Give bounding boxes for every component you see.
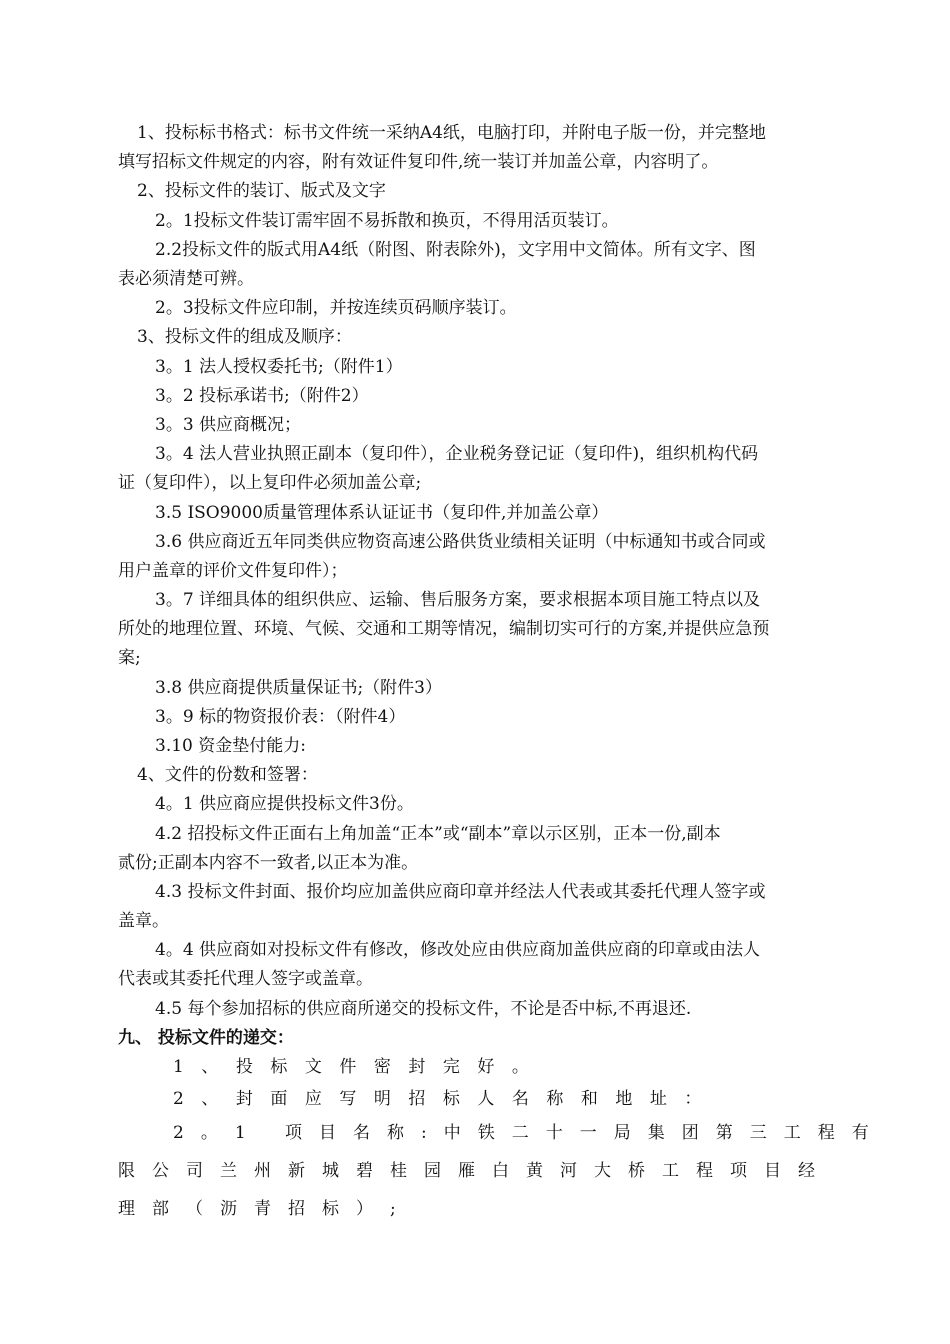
paragraph-line: 2。3投标文件应印制，并按连续页码顺序装订。 — [155, 298, 517, 318]
paragraph-line: 1、投标标书格式：标书文件统一采纳A4纸，电脑打印，并附电子版一份，并完整地 — [137, 123, 766, 143]
paragraph-line: 3。1 法人授权委托书;（附件1） — [155, 357, 403, 377]
paragraph-line: 案; — [118, 648, 141, 668]
paragraph-line: 4.5 每个参加招标的供应商所递交的投标文件，不论是否中标,不再退还. — [155, 999, 692, 1019]
paragraph-line: 所处的地理位置、环境、气候、交通和工期等情况，编制切实可行的方案,并提供应急预 — [118, 619, 770, 639]
paragraph-line: 3.10 资金垫付能力: — [155, 736, 306, 756]
paragraph-line: 证（复印件），以上复印件必须加盖公章; — [118, 473, 422, 493]
paragraph-line: 4。4 供应商如对投标文件有修改，修改处应由供应商加盖供应商的印章或由法人 — [155, 940, 761, 960]
paragraph-line: 2。1投标文件装订需牢固不易拆散和换页，不得用活页装订。 — [155, 211, 619, 231]
paragraph-line: 限公司兰州新城碧桂园雁白黄河大桥工程项目经 — [118, 1161, 832, 1181]
paragraph-line: 3。4 法人营业执照正副本（复印件），企业税务登记证（复印件)，组织机构代码 — [155, 444, 759, 464]
paragraph-line: 3。9 标的物资报价表：（附件4） — [155, 707, 406, 727]
paragraph-line: 2.2投标文件的版式用A4纸（附图、附表除外)，文字用中文简体。所有文字、图 — [155, 240, 756, 260]
paragraph-line: 用户盖章的评价文件复印件）； — [118, 561, 348, 581]
paragraph-line: 理部（沥青招标）; — [118, 1199, 413, 1219]
paragraph-line: 4.3 投标文件封面、报价均应加盖供应商印章并经法人代表或其委托代理人签字或 — [155, 882, 766, 902]
paragraph-line: 4。1 供应商应提供投标文件3份。 — [155, 794, 414, 814]
paragraph-line: 4、文件的份数和签署： — [137, 765, 318, 785]
paragraph-line: 3.8 供应商提供质量保证书;（附件3） — [155, 678, 442, 698]
paragraph-line: 代表或其委托代理人签字或盖章。 — [118, 969, 373, 989]
paragraph-line: 2、投标文件的装订、版式及文字 — [137, 181, 386, 201]
paragraph-line: 3。3 供应商概况； — [155, 415, 302, 435]
paragraph-line: 4.2 招投标文件正面右上角加盖“正本”或“副本”章以示区别，正本一份,副本 — [155, 824, 721, 844]
paragraph-line: 3。7 详细具体的组织供应、运输、售后服务方案，要求根据本项目施工特点以及 — [155, 590, 761, 610]
paragraph-line: 贰份;正副本内容不一致者,以正本为准。 — [118, 853, 419, 873]
section-heading: 九、 投标文件的递交： — [118, 1028, 294, 1048]
paragraph-line: 填写招标文件规定的内容，附有效证件复印件,统一装订并加盖公章，内容明了。 — [118, 152, 719, 172]
paragraph-line: 表必须清楚可辨。 — [118, 269, 254, 289]
paragraph-line: 3。2 投标承诺书;（附件2） — [155, 386, 369, 406]
paragraph-line: 2、封面应写明招标人名称和地址： — [173, 1089, 719, 1109]
paragraph-line: 3、投标文件的组成及顺序： — [137, 327, 352, 347]
paragraph-line: 1、投标文件密封完好。 — [173, 1057, 547, 1077]
paragraph-line: 3.5 ISO9000质量管理体系认证证书（复印件,并加盖公章） — [155, 503, 609, 523]
paragraph-line: 盖章。 — [118, 911, 169, 931]
paragraph-line: 2。1 项目名称:中铁二十一局集团第三工程有 — [173, 1123, 886, 1143]
paragraph-line: 3.6 供应商近五年同类供应物资高速公路供货业绩相关证明（中标通知书或合同或 — [155, 532, 766, 552]
